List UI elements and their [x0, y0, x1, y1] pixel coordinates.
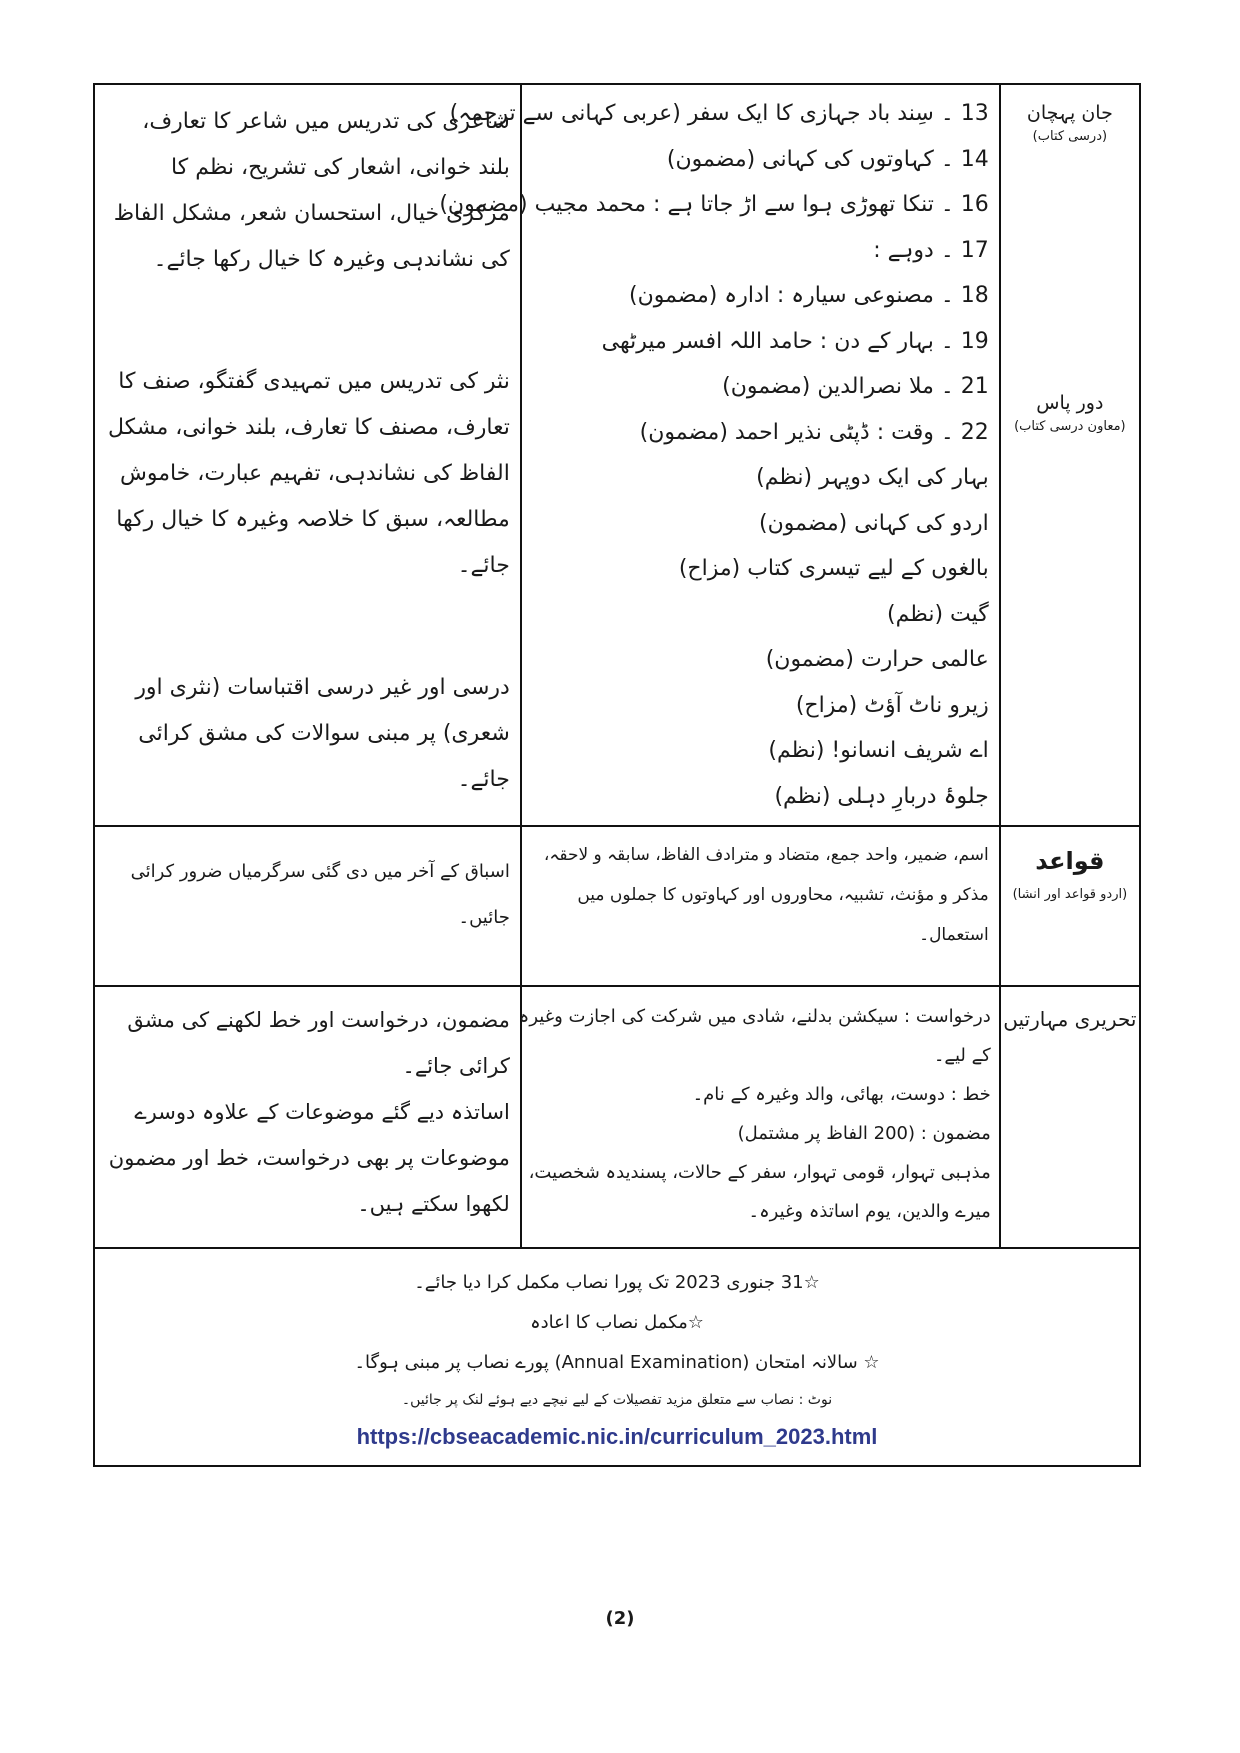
lesson-list [439, 85, 999, 825]
method-cell-writing [94, 986, 521, 1248]
row-writing-skills [94, 986, 1140, 1248]
curriculum-link[interactable]: https://cbseacademic.nic.in/curriculum_2023.html [356, 1424, 878, 1449]
grammar-line: استعمال۔ [919, 925, 989, 945]
subject-cell-writing [1000, 986, 1140, 1248]
row-reading-texts [94, 84, 1140, 826]
list-item: اردو کی کہانی (مضمون) [758, 510, 989, 536]
list-item: 16 ۔ تنکا تھوڑی ہوا سے اڑ جاتا ہے : محمد مجیب (مضمون) [439, 192, 989, 217]
subject-main-note: (درسی کتاب) [1032, 129, 1108, 144]
writing-title: تحریری مہارتیں [1003, 1007, 1137, 1031]
method-poetry: شاعری کی تدریس میں شاعر کا تعارف، بلند خوانی، اشعار کی تشریح، نظم کا مرکزی خیال، استحسان شعر، مشکل الفاظ کی نشاندہی وغیرہ کا خیال رکھا جائے۔ [113, 109, 510, 272]
list-item: 22 ۔ وقت : ڈپٹی نذیر احمد (مضمون) [639, 419, 989, 445]
subject-aux-note: (معاون درسی کتاب) [1014, 419, 1126, 434]
notes-block [95, 1249, 1139, 1457]
page-number: (2) [605, 1608, 635, 1629]
note-annual-exam: ☆ سالانہ امتحان (Annual Examination) پورے نصاب پر مبنی ہوگا۔ [354, 1352, 880, 1373]
list-item: زیرو ناٹ آؤٹ (مزاح) [795, 692, 989, 718]
writing-method-2: اساتذہ دیے گئے موضوعات کے علاوہ دوسرے موضوعات پر بھی درخواست، خط اور مضمون لکھوا سکتے ہیں۔ [108, 1100, 510, 1216]
list-item: 21 ۔ ملا نصرالدین (مضمون) [722, 374, 989, 399]
writing-line: درخواست : سیکشن بدلنے، شادی میں شرکت کی اجازت وغیرہ [518, 1006, 991, 1027]
list-item: 18 ۔ مصنوعی سیارہ : ادارہ (مضمون) [629, 283, 989, 308]
list-item: اے شریف انسانو! (نظم) [768, 738, 989, 763]
syllabus-table [93, 83, 1141, 1467]
notes-cell [94, 1248, 1140, 1466]
row-notes [94, 1248, 1140, 1466]
grammar-note: (اردو قواعد اور انشا) [1012, 887, 1128, 902]
grammar-method: اسباق کے آخر میں دی گئی سرگرمیاں ضرور کرائی جائیں۔ [130, 861, 510, 928]
writing-method-1: مضمون، درخواست اور خط لکھنے کی مشق کرائی جائے۔ [127, 1008, 510, 1078]
writing-line: مذہبی تہوار، قومی تہوار، سفر کے حالات، پسندیدہ شخصیت، [528, 1162, 991, 1183]
subject-main-title: جان پہچان [1026, 102, 1113, 124]
list-item: 17 ۔ دوہے : [873, 237, 989, 263]
writing-line: میرے والدین، یوم اساتذہ وغیرہ۔ [748, 1201, 991, 1222]
writing-topics [518, 987, 999, 1231]
list-item: گیت (نظم) [887, 601, 989, 627]
grammar-line: مذکر و مؤنث، تشبیہ، محاوروں اور کہاوتوں کا جملوں میں [577, 885, 989, 905]
grammar-line: اسم، ضمیر، واحد جمع، متضاد و مترادف الفاظ، سابقہ و لاحقہ، [543, 845, 989, 865]
list-item: 14 ۔ کہاوتوں کی کہانی (مضمون) [666, 146, 989, 172]
method-extracts: درسی اور غیر درسی اقتباسات (نثری اور شعری) پر مبنی سوالات کی مشق کرائی جائے۔ [135, 675, 510, 792]
note-revision: ☆مکمل نصاب کا اعادہ [530, 1312, 704, 1333]
method-cell-grammar [94, 826, 521, 986]
grammar-topics [522, 827, 999, 955]
syllabus-page [93, 83, 1141, 1467]
subject-cell-grammar [1000, 826, 1140, 986]
writing-line: مضمون : (200 الفاظ پر مشتمل) [737, 1123, 991, 1144]
list-item: بالغوں کے لیے تیسری کتاب (مزاح) [678, 556, 989, 581]
writing-line: خط : دوست، بھائی، والد وغیرہ کے نام۔ [692, 1084, 991, 1105]
note-deadline: ☆31 جنوری 2023 تک پورا نصاب مکمل کرا دیا جائے۔ [414, 1272, 820, 1293]
note-link-info: نوٹ : نصاب سے متعلق مزید تفصیلات کے لیے نیچے دیے ہوئے لنک پر جائیں۔ [401, 1392, 833, 1408]
list-item: 13 ۔ سِند باد جہازی کا ایک سفر (عربی کہانی سے ترجمہ) [449, 101, 989, 126]
list-item: 19 ۔ بہار کے دن : حامد اللہ افسر میرٹھی [601, 328, 989, 354]
subject-aux-title: دور پاس [1036, 392, 1104, 414]
subject-cell-reading [1000, 84, 1140, 826]
content-cell-writing [518, 986, 1000, 1248]
row-grammar [94, 826, 1140, 986]
content-cell-grammar [521, 826, 1000, 986]
content-cell-reading [439, 84, 1000, 826]
method-prose: نثر کی تدریس میں تمہیدی گفتگو، صنف کا تعارف، مصنف کا تعارف، بلند خوانی، مشکل الفاظ کی نشاندہی، تفہیم عبارت، خاموش مطالعہ، سبق کا خلاصہ وغیرہ کا خیال رکھا جائے۔ [108, 369, 510, 578]
writing-line: کے لیے۔ [933, 1045, 991, 1066]
grammar-title: قواعد [1035, 847, 1105, 875]
list-item: عالمی حرارت (مضمون) [765, 647, 989, 672]
method-cell-reading [94, 84, 521, 826]
list-item: بہار کی ایک دوپہر (نظم) [756, 465, 989, 490]
list-item: جلوۂ دربارِ دہلی (نظم) [774, 783, 989, 809]
